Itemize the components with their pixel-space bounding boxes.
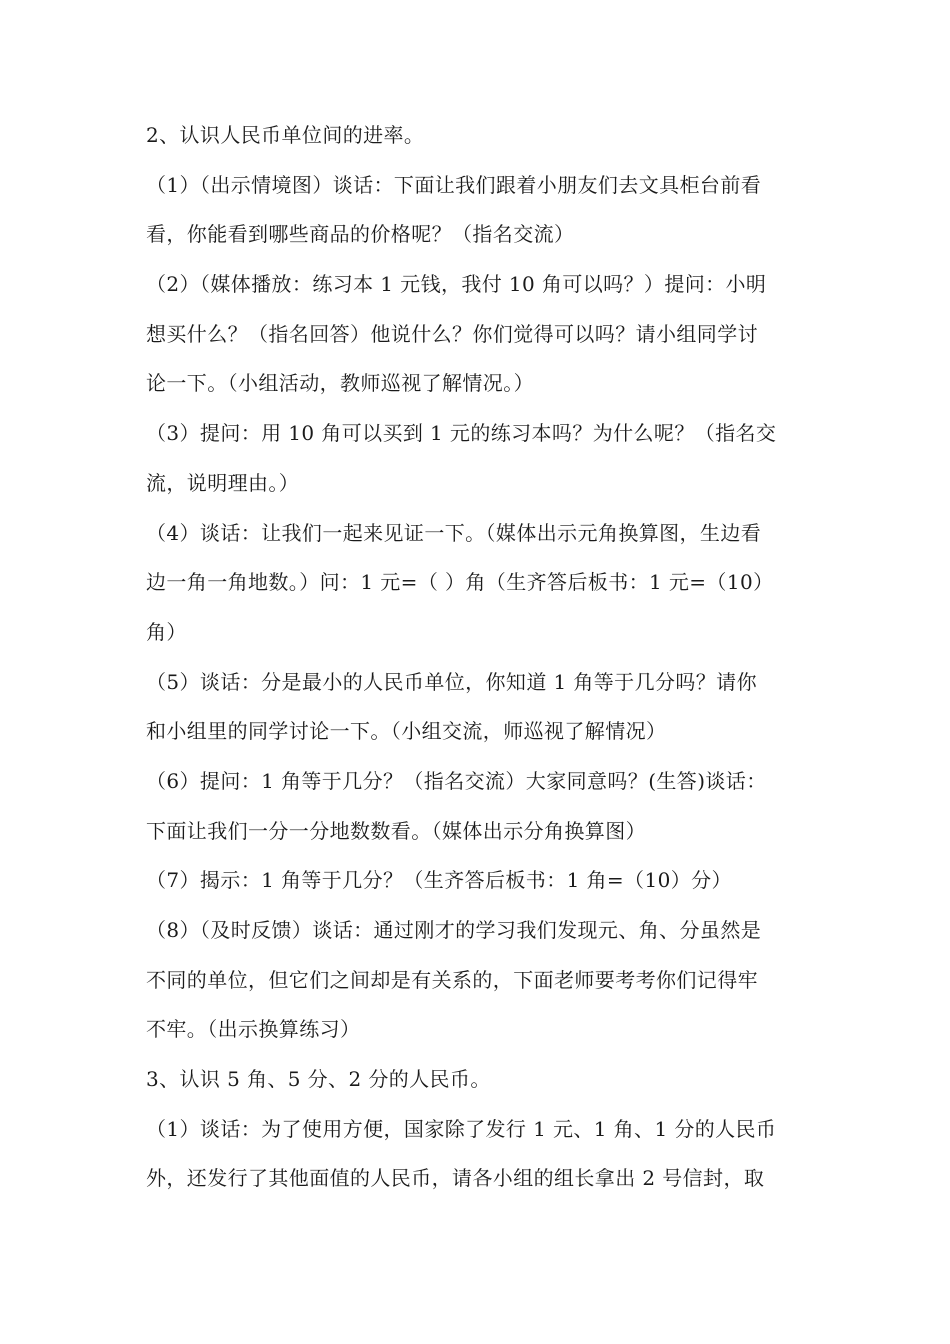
paragraph-line: （5）谈话：分是最小的人民币单位，你知道 1 角等于几分吗？请你 [146, 669, 757, 694]
paragraph-line: 不同的单位，但它们之间却是有关系的，下面老师要考考你们记得牢 [146, 967, 758, 992]
paragraph-line: 下面让我们一分一分地数数看。（媒体出示分角换算图） [146, 818, 646, 843]
paragraph-line: （8）（及时反馈）谈话：通过刚才的学习我们发现元、角、分虽然是 [146, 918, 762, 942]
paragraph-line: 和小组里的同学讨论一下。（小组交流，师巡视了解情况） [146, 719, 667, 744]
paragraph-line: 角） [146, 619, 187, 644]
paragraph-line: （4）谈话：让我们一起来见证一下。（媒体出示元角换算图，生边看 [146, 520, 762, 545]
document-body [146, 116, 810, 1209]
paragraph-line: （1）（出示情境图）谈话：下面让我们跟着小朋友们去文具柜台前看 [146, 172, 762, 197]
paragraph-line: （7）揭示：1 角等于几分？（生齐答后板书：1 角=（10）分） [146, 868, 732, 893]
paragraph-line: 边一角一角地数。）问：1 元=（ ）角（生齐答后板书：1 元=（10） [146, 570, 774, 595]
section-heading: 2、认识人民币单位间的进率。 [146, 123, 425, 147]
paragraph-line: 看，你能看到哪些商品的价格呢？（指名交流） [146, 222, 575, 247]
paragraph-line: 论一下。（小组活动，教师巡视了解情况。） [146, 371, 534, 396]
paragraph-line: （6）提问：1 角等于几分？（指名交流）大家同意吗？(生答)谈话： [146, 768, 767, 793]
paragraph-line: 流，说明理由。） [146, 470, 300, 495]
paragraph-line: 想买什么？（指名回答）他说什么？你们觉得可以吗？请小组同学讨 [146, 321, 758, 346]
paragraph-line: （1）谈话：为了使用方便，国家除了发行 1 元、1 角、1 分的人民币 [146, 1116, 777, 1141]
paragraph-line: 外，还发行了其他面值的人民币，请各小组的组长拿出 2 号信封，取 [146, 1166, 765, 1191]
section-heading: 3、认识 5 角、5 分、2 分的人民币。 [146, 1067, 491, 1092]
paragraph-line: （2）（媒体播放：练习本 1 元钱，我付 10 角可以吗？）提问：小明 [146, 272, 767, 297]
paragraph-line: 不牢。（出示换算练习） [146, 1017, 361, 1042]
paragraph-line: （3）提问：用 10 角可以买到 1 元的练习本吗？为什么呢？（指名交 [146, 421, 777, 446]
